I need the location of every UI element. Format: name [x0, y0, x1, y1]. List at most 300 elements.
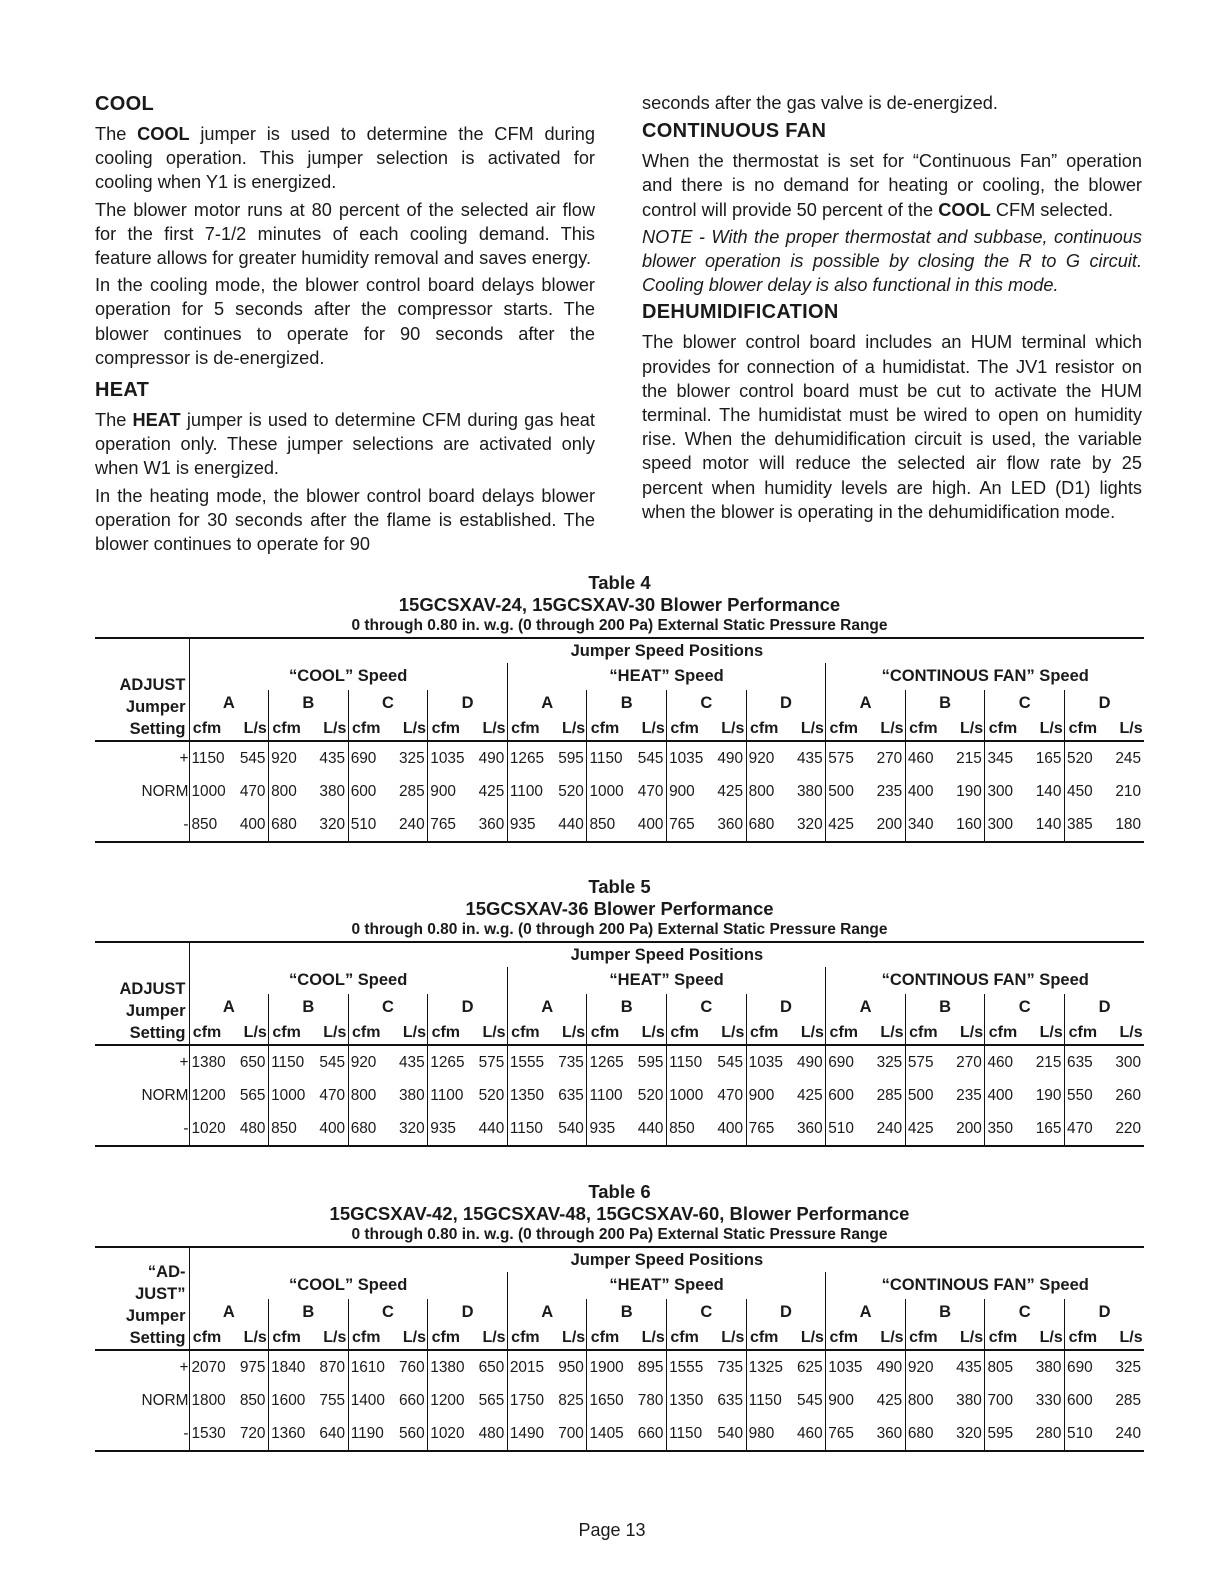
airflow-cell: [826, 808, 906, 842]
cfm-value: 510: [828, 1119, 854, 1137]
airflow-cell: [428, 775, 508, 808]
ls-value: 780: [637, 1391, 664, 1409]
ls-unit: L/s: [800, 719, 824, 737]
cfm-value: 1150: [669, 1053, 703, 1071]
airflow-cell: [746, 1350, 826, 1384]
table-label: Table 4: [588, 572, 651, 593]
heat-heading: HEAT: [95, 379, 150, 402]
position-letter-header: A: [222, 693, 235, 712]
ls-value: 425: [717, 782, 744, 800]
airflow-cell: [905, 1045, 985, 1079]
ls-unit: L/s: [641, 1023, 665, 1041]
table-row: [95, 808, 1144, 842]
cfm-value: 1150: [589, 749, 623, 767]
unit-row: [95, 1325, 1144, 1350]
airflow-cell: [1065, 1079, 1145, 1112]
cfm-unit: cfm: [272, 719, 301, 737]
unit-header: [507, 1020, 587, 1045]
ls-value: 490: [717, 749, 744, 767]
cfm-value: 1900: [589, 1358, 624, 1376]
ls-value: 825: [558, 1391, 584, 1409]
ls-value: 435: [956, 1358, 982, 1376]
position-letter-row: [95, 690, 1144, 716]
airflow-cell: [269, 1079, 349, 1112]
ls-value: 210: [1115, 782, 1142, 800]
position-letter-header: B: [587, 1299, 667, 1325]
cfm-unit: cfm: [192, 1328, 222, 1346]
position-letter-header: D: [428, 1299, 508, 1325]
cfm-value: 680: [350, 1119, 377, 1137]
cfm-value: 680: [907, 1424, 934, 1442]
cfm-unit: cfm: [988, 719, 1018, 737]
ls-value: 520: [478, 1086, 505, 1104]
ls-value: 650: [239, 1053, 266, 1071]
ls-value: 640: [319, 1424, 346, 1442]
ls-value: 215: [1035, 1053, 1062, 1071]
airflow-cell: [189, 1384, 269, 1417]
airflow-cell: [985, 775, 1065, 808]
position-letter-header: D: [746, 994, 826, 1020]
unit-header: [189, 1020, 269, 1045]
airflow-cell: [985, 1079, 1065, 1112]
table-subtitle: 0 through 0.80 in. w.g. (0 through 200 Pa) External Static Pressure Range: [351, 617, 888, 634]
ls-value: 870: [319, 1358, 346, 1376]
ls-value: 575: [478, 1053, 505, 1071]
unit-header: [269, 1325, 349, 1350]
ls-unit: L/s: [402, 719, 426, 737]
table-6-block: [95, 1181, 1144, 1452]
cfm-unit: cfm: [749, 719, 779, 737]
ls-value: 325: [1115, 1358, 1142, 1376]
airflow-cell: [826, 1079, 906, 1112]
airflow-cell: [507, 808, 587, 842]
airflow-cell: [746, 1112, 826, 1146]
airflow-cell: [667, 1417, 747, 1451]
ls-value: 440: [478, 1119, 505, 1137]
continuous-fan-heading: CONTINUOUS FAN: [642, 120, 827, 143]
cfm-value: 1350: [509, 1086, 545, 1104]
ls-value: 160: [956, 815, 982, 833]
cfm-unit: cfm: [1068, 719, 1098, 737]
ls-value: 180: [1115, 815, 1142, 833]
airflow-cell: [667, 1045, 747, 1079]
header-row: [95, 942, 1144, 967]
position-letter-header: C: [667, 994, 747, 1020]
heat-speed-header: “HEAT” Speed: [507, 967, 825, 994]
ls-value: 320: [319, 815, 346, 833]
cfm-value: 300: [987, 782, 1014, 800]
cfm-value: 680: [271, 815, 297, 833]
airflow-cell: [667, 1384, 747, 1417]
cfm-unit: cfm: [829, 1328, 858, 1346]
airflow-cell: [348, 1350, 428, 1384]
airflow-cell: [348, 1079, 428, 1112]
ls-unit: L/s: [641, 719, 665, 737]
unit-header: [826, 1020, 906, 1045]
unit-header: [587, 1020, 667, 1045]
ls-unit: L/s: [960, 719, 984, 737]
ls-value: 435: [399, 1053, 425, 1071]
airflow-cell: [189, 1045, 269, 1079]
ls-value: 595: [558, 749, 584, 767]
cfm-value: 765: [828, 1424, 854, 1442]
setting-label: Setting: [129, 1024, 186, 1042]
ls-value: 735: [558, 1053, 584, 1071]
ls-value: 660: [399, 1391, 425, 1409]
position-letter-header: A: [507, 1299, 587, 1325]
page-number: Page 13: [578, 1520, 646, 1540]
ls-value: 595: [637, 1053, 664, 1071]
cfm-value: 765: [748, 1119, 775, 1137]
ls-unit: L/s: [721, 719, 745, 737]
ls-unit: L/s: [960, 1328, 984, 1346]
cfm-value: 1200: [430, 1391, 465, 1409]
cfm-value: 1265: [589, 1053, 624, 1071]
cfm-value: 450: [1067, 782, 1093, 800]
ls-value: 240: [399, 815, 425, 833]
cfm-value: 1610: [350, 1358, 385, 1376]
ls-value: 950: [558, 1358, 584, 1376]
unit-header: [1065, 1020, 1145, 1045]
position-letter-header: C: [348, 690, 428, 716]
ls-unit: L/s: [482, 1328, 506, 1346]
ls-value: 470: [717, 1086, 744, 1104]
cfm-unit: cfm: [431, 1328, 461, 1346]
cfm-value: 1325: [748, 1358, 783, 1376]
ls-unit: L/s: [402, 1328, 426, 1346]
ls-value: 400: [717, 1119, 744, 1137]
cfm-unit: cfm: [829, 1023, 858, 1041]
table-row: [95, 1350, 1144, 1384]
table-row: [95, 1045, 1144, 1079]
cfm-value: 690: [1067, 1358, 1093, 1376]
cfm-unit: cfm: [511, 1328, 540, 1346]
cfm-unit: cfm: [272, 1023, 301, 1041]
ls-value: 760: [399, 1358, 425, 1376]
heat-speed-header: “HEAT” Speed: [507, 1272, 825, 1299]
ls-value: 240: [1115, 1424, 1142, 1442]
setting-label: Setting: [129, 1329, 186, 1347]
airflow-cell: [587, 1112, 667, 1146]
unit-header: [746, 1325, 826, 1350]
cfm-value: 980: [748, 1424, 775, 1442]
ls-unit: L/s: [721, 1328, 745, 1346]
airflow-cell: [587, 1350, 667, 1384]
ls-value: 380: [399, 1086, 425, 1104]
airflow-cell: [746, 1045, 826, 1079]
cfm-unit: cfm: [829, 719, 858, 737]
position-letter-row: [95, 1299, 1144, 1325]
ls-value: 235: [956, 1086, 982, 1104]
cfm-unit: cfm: [511, 1023, 540, 1041]
ls-value: 165: [1035, 1119, 1062, 1137]
cfm-value: 1600: [271, 1391, 306, 1409]
airflow-cell: [587, 1417, 667, 1451]
airflow-cell: [667, 808, 747, 842]
cool-paragraph-2: The blower motor runs at 80 percent of the selected air flow for the first 7-1/2 minutes of each cooling demand. This feature allows for greater humidity removal and saves energy.: [95, 199, 595, 269]
ls-value: 190: [956, 782, 982, 800]
cfm-value: 700: [987, 1391, 1014, 1409]
ls-value: 425: [478, 782, 505, 800]
cfm-value: 400: [987, 1086, 1014, 1104]
position-letter-header: B: [269, 690, 349, 716]
cfm-value: 2070: [191, 1358, 226, 1376]
airflow-cell: [667, 775, 747, 808]
left-column: [95, 90, 595, 559]
ls-unit: L/s: [402, 1023, 426, 1041]
airflow-cell: [985, 1045, 1065, 1079]
ls-value: 320: [956, 1424, 982, 1442]
position-letter-header: D: [746, 690, 826, 716]
airflow-cell: [428, 1417, 508, 1451]
cfm-value: 850: [191, 815, 218, 833]
airflow-cell: [985, 741, 1065, 775]
ls-value: 240: [876, 1119, 903, 1137]
airflow-cell: [269, 1112, 349, 1146]
cfm-value: 935: [589, 1119, 616, 1137]
cfm-value: 600: [1067, 1391, 1093, 1409]
ls-unit: L/s: [323, 1328, 347, 1346]
table-title: 15GCSXAV-24, 15GCSXAV-30 Blower Performance: [398, 594, 841, 615]
airflow-cell: [1065, 775, 1145, 808]
ls-unit: L/s: [562, 1328, 586, 1346]
ls-unit: L/s: [1119, 1328, 1143, 1346]
cfm-value: 920: [907, 1358, 934, 1376]
ls-unit: L/s: [880, 719, 904, 737]
adjust-setting-label: +: [179, 1053, 189, 1071]
airflow-cell: [348, 1112, 428, 1146]
ls-unit: L/s: [243, 1023, 267, 1041]
airflow-cell: [428, 1079, 508, 1112]
unit-header: [587, 716, 667, 741]
ls-value: 285: [876, 1086, 903, 1104]
cfm-value: 1035: [669, 749, 704, 767]
unit-row: [95, 716, 1144, 741]
ls-value: 560: [399, 1424, 425, 1442]
position-letter-header: A: [826, 690, 906, 716]
cfm-value: 1035: [748, 1053, 783, 1071]
ls-unit: L/s: [323, 719, 347, 737]
airflow-cell: [189, 741, 269, 775]
table-row: [95, 775, 1144, 808]
cfm-value: 1490: [509, 1424, 545, 1442]
cfm-value: 1265: [509, 749, 545, 767]
cfm-unit: cfm: [590, 1023, 620, 1041]
cfm-value: 805: [987, 1358, 1014, 1376]
airflow-cell: [189, 1079, 269, 1112]
airflow-cell: [507, 1350, 587, 1384]
ls-value: 440: [637, 1119, 664, 1137]
jumper-label: Jumper: [125, 1002, 186, 1020]
unit-header: [826, 1325, 906, 1350]
unit-header: [189, 716, 269, 741]
cfm-value: 575: [907, 1053, 934, 1071]
airflow-cell: [269, 741, 349, 775]
unit-header: [1065, 716, 1145, 741]
airflow-cell: [269, 1350, 349, 1384]
airflow-cell: [348, 775, 428, 808]
cfm-unit: cfm: [351, 719, 381, 737]
ls-value: 540: [558, 1119, 584, 1137]
ls-value: 380: [796, 782, 823, 800]
position-letter-header: A: [826, 994, 906, 1020]
airflow-cell: [746, 808, 826, 842]
airflow-cell: [428, 1045, 508, 1079]
cfm-value: 935: [430, 1119, 456, 1137]
cfm-value: 1000: [669, 1086, 704, 1104]
cfm-unit: cfm: [909, 1023, 938, 1041]
cfm-value: 900: [828, 1391, 854, 1409]
ls-unit: L/s: [880, 1328, 904, 1346]
airflow-cell: [1065, 808, 1145, 842]
continuous-fan-paragraph: When the thermostat is set for “Continuous Fan” operation and there is no demand for heating or cooling, the blower control will provide 50 percent of the COOL CFM selected.: [642, 151, 1142, 220]
airflow-cell: [985, 1350, 1065, 1384]
table-title: 15GCSXAV-36 Blower Performance: [465, 898, 774, 919]
airflow-cell: [1065, 741, 1145, 775]
ls-value: 520: [558, 782, 584, 800]
cfm-value: 575: [828, 749, 854, 767]
cfm-value: 2015: [509, 1358, 545, 1376]
ls-value: 190: [1035, 1086, 1062, 1104]
airflow-cell: [826, 1112, 906, 1146]
airflow-cell: [189, 1112, 269, 1146]
ls-value: 325: [399, 749, 425, 767]
ls-value: 330: [1035, 1391, 1062, 1409]
ls-value: 700: [558, 1424, 584, 1442]
position-letter-header: C: [985, 994, 1065, 1020]
table-subtitle: 0 through 0.80 in. w.g. (0 through 200 Pa) External Static Pressure Range: [351, 921, 888, 938]
unit-header: [667, 716, 747, 741]
cfm-value: 1530: [191, 1424, 226, 1442]
jumper-speed-positions-header: Jumper Speed Positions: [570, 641, 764, 660]
unit-header: [1065, 1325, 1145, 1350]
airflow-cell: [826, 1350, 906, 1384]
cfm-value: 800: [907, 1391, 934, 1409]
position-letter-header: D: [746, 1299, 826, 1325]
cfm-value: 800: [271, 782, 297, 800]
ls-value: 470: [637, 782, 664, 800]
airflow-cell: [269, 775, 349, 808]
airflow-cell: [587, 1045, 667, 1079]
ls-unit: L/s: [800, 1328, 824, 1346]
ls-value: 270: [956, 1053, 982, 1071]
adjust-setting-label: +: [179, 749, 189, 767]
adjust-setting-label: NORM: [141, 1086, 189, 1104]
ls-unit: L/s: [960, 1023, 984, 1041]
airflow-cell: [428, 1112, 508, 1146]
adjust-jumper-setting-header: [95, 638, 189, 741]
ls-value: 660: [637, 1424, 664, 1442]
cfm-unit: cfm: [1068, 1023, 1098, 1041]
unit-header: [667, 1020, 747, 1045]
unit-header: [985, 1325, 1065, 1350]
unit-header: [348, 1020, 428, 1045]
cfm-unit: cfm: [1068, 1328, 1098, 1346]
cfm-value: 1650: [589, 1391, 624, 1409]
ls-value: 400: [319, 1119, 346, 1137]
ls-value: 360: [876, 1424, 903, 1442]
ls-value: 895: [637, 1358, 664, 1376]
cfm-value: 690: [350, 749, 377, 767]
cfm-value: 385: [1067, 815, 1093, 833]
airflow-cell: [587, 741, 667, 775]
adjust-label: ADJUST: [119, 980, 186, 998]
cfm-value: 920: [748, 749, 775, 767]
adjust-label: ADJUST: [119, 676, 186, 694]
cfm-value: 1380: [191, 1053, 226, 1071]
ls-value: 245: [1115, 749, 1142, 767]
airflow-cell: [189, 775, 269, 808]
heat-paragraph-1: The HEAT jumper is used to determine CFM during gas heat operation only. These jumper selections are activated only when W1 is energized.: [95, 410, 595, 479]
cfm-value: 460: [987, 1053, 1014, 1071]
adjust-setting-label: -: [183, 815, 189, 833]
cfm-unit: cfm: [192, 719, 222, 737]
cfm-value: 1150: [669, 1424, 703, 1442]
cfm-unit: cfm: [272, 1328, 301, 1346]
cfm-value: 1035: [828, 1358, 863, 1376]
jumper-speed-positions-header: Jumper Speed Positions: [570, 945, 764, 964]
cfm-value: 850: [271, 1119, 297, 1137]
position-letter-header: C: [348, 994, 428, 1020]
ls-value: 545: [717, 1053, 744, 1071]
airflow-cell: [667, 1350, 747, 1384]
unit-row: [95, 1020, 1144, 1045]
cfm-value: 800: [748, 782, 775, 800]
adjust-jumper-setting-header: [95, 1247, 189, 1350]
airflow-cell: [1065, 1417, 1145, 1451]
unit-header: [587, 1325, 667, 1350]
ls-value: 435: [319, 749, 346, 767]
airflow-cell: [587, 808, 667, 842]
cfm-value: 635: [1067, 1053, 1093, 1071]
position-letter-header: A: [507, 994, 587, 1020]
position-letter-header: C: [348, 1299, 428, 1325]
cfm-unit: cfm: [749, 1023, 779, 1041]
cfm-value: 1150: [509, 1119, 543, 1137]
airflow-cell: [905, 1112, 985, 1146]
airflow-cell: [269, 1045, 349, 1079]
airflow-cell: [985, 1417, 1065, 1451]
continuous-fan-note: NOTE - With the proper thermostat and subbase, continuous blower operation is possible by closing the R to G circuit. Cooling blower delay is also functional in this mode.: [642, 226, 1142, 296]
ls-value: 755: [319, 1391, 346, 1409]
cfm-value: 690: [828, 1053, 854, 1071]
ls-unit: L/s: [482, 1023, 506, 1041]
ls-value: 490: [876, 1358, 903, 1376]
unit-header: [348, 1325, 428, 1350]
airflow-cell: [746, 1417, 826, 1451]
table-subtitle: 0 through 0.80 in. w.g. (0 through 200 Pa) External Static Pressure Range: [351, 1226, 888, 1243]
airflow-cell: [905, 1384, 985, 1417]
cfm-value: 1150: [191, 749, 225, 767]
cfm-unit: cfm: [590, 719, 620, 737]
cfm-unit: cfm: [192, 1023, 222, 1041]
table-label: Table 5: [588, 876, 651, 897]
ls-unit: L/s: [800, 1023, 824, 1041]
cfm-value: 1265: [430, 1053, 465, 1071]
cfm-value: 300: [987, 815, 1014, 833]
ls-unit: L/s: [562, 719, 586, 737]
ls-value: 140: [1035, 815, 1062, 833]
airflow-cell: [428, 1384, 508, 1417]
ls-unit: L/s: [1039, 719, 1063, 737]
cfm-value: 1100: [430, 1086, 464, 1104]
continuous-fan-speed-header: “CONTINOUS FAN” Speed: [826, 967, 1144, 994]
cool-paragraph-1: The COOL jumper is used to determine the CFM during cooling operation. This jumper selection is activated for cooling when Y1 is energized.: [95, 124, 595, 193]
airflow-cell: [905, 1417, 985, 1451]
airflow-cell: [269, 1417, 349, 1451]
airflow-cell: [507, 741, 587, 775]
airflow-cell: [587, 1384, 667, 1417]
